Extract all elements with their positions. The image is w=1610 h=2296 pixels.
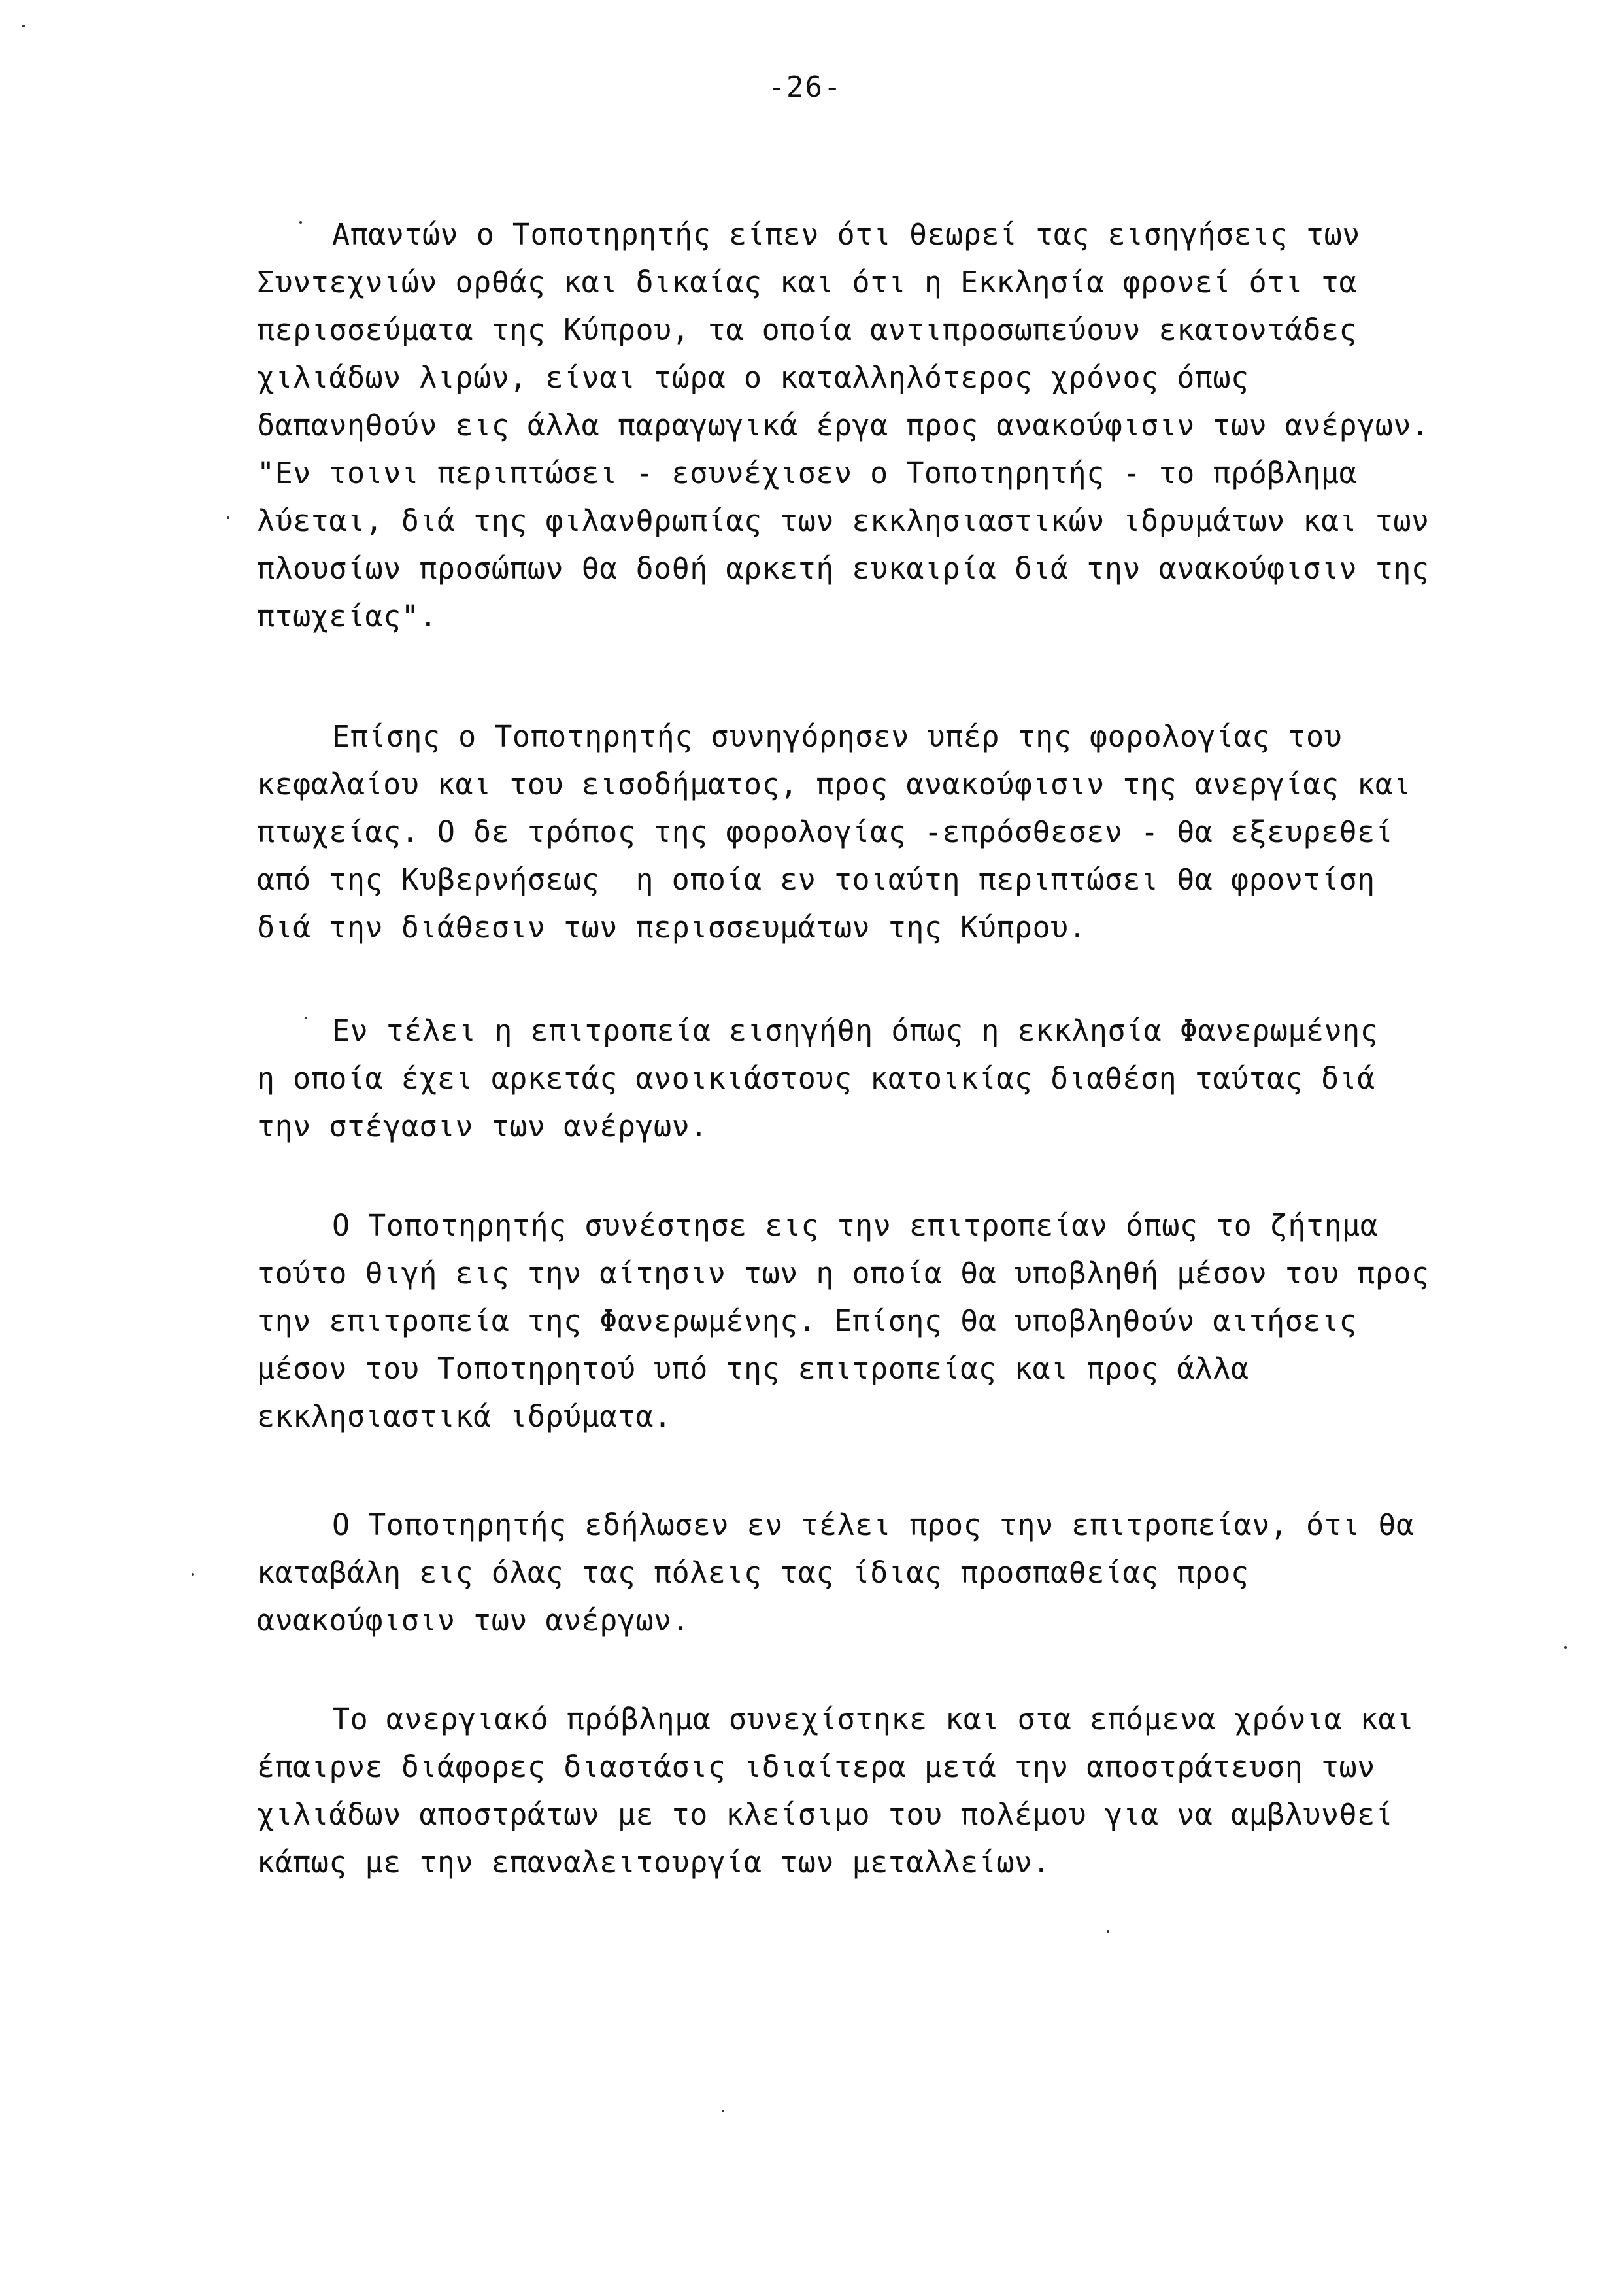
text-line: Συντεχνιών ορθάς και δικαίας και ότι η Εκκλησία φρονεί ότι τα: [257, 265, 1358, 299]
text-line: καταβάλη εις όλας τας πόλεις τας ίδιας προσπαθείας προς: [257, 1555, 1249, 1590]
text-line: Απαντών ο Τοποτηρητής είπεν ότι θεωρεί τας εισηγήσεις των: [332, 217, 1360, 252]
text-line: περισσεύματα της Κύπρου, τα οποία αντιπροσωπεύουν εκατοντάδες: [257, 312, 1358, 347]
text-line: κεφαλαίου και του εισοδήματος, προς ανακούφισιν της ανεργίας και: [257, 767, 1411, 802]
text-line: κάπως με την επαναλειτουργία των μεταλλείων.: [257, 1845, 1051, 1880]
text-line: μέσον του Τοποτηρητού υπό της επιτροπείας και προς άλλα: [257, 1351, 1249, 1386]
text-line: ανακούφισιν των ανέργων.: [257, 1603, 690, 1638]
text-line: πλουσίων προσώπων θα δοθή αρκετή ευκαιρία διά την ανακούφισιν της: [257, 551, 1430, 586]
text-line: Ο Τοποτηρητής συνέστησε εις την επιτροπείαν όπως το ζήτημα: [332, 1208, 1379, 1243]
paragraph-2: [257, 713, 1411, 951]
scan-speck: [1564, 1646, 1567, 1649]
scan-speck: [227, 516, 229, 519]
scan-speck: [722, 2110, 724, 2112]
text-line: την στέγασιν των ανέργων.: [257, 1109, 708, 1143]
paragraph-4: [257, 1202, 1430, 1440]
text-line: "Εν τοινι περιπτώσει - εσυνέχισεν ο Τοποτηρητής - το πρόβλημα: [257, 456, 1358, 490]
text-line: πτωχείας".: [257, 599, 437, 633]
paragraph-1: [257, 211, 1430, 640]
scan-speck: [192, 1573, 194, 1576]
text-line: πτωχείας. Ο δε τρόπος της φορολογίας -επρόσθεσεν - θα εξευρεθεί: [257, 815, 1394, 849]
text-line: τούτο θιγή εις την αίτησιν των η οποία θα υποβληθή μέσον του προς: [257, 1256, 1430, 1291]
text-line: Ο Τοποτηρητής εδήλωσεν εν τέλει προς την επιτροπείαν, ότι θα: [332, 1508, 1415, 1542]
scan-speck: [305, 1017, 307, 1019]
scan-speck: [1107, 1930, 1109, 1933]
paragraph-3: [257, 1007, 1379, 1150]
text-line: εκκλησιαστικά ιδρύματα.: [257, 1399, 672, 1434]
text-line: Το ανεργιακό πρόβλημα συνεχίστηκε και στα επόμενα χρόνια και: [332, 1702, 1415, 1736]
text-line: Επίσης ο Τοποτηρητής συνηγόρησεν υπέρ της φορολογίας του: [332, 719, 1343, 754]
paragraph-6: [257, 1695, 1415, 1886]
scan-speck: [299, 221, 302, 224]
text-line: Εν τέλει η επιτροπεία εισηγήθη όπως η εκκλησία Φανερωμένης: [332, 1013, 1379, 1048]
paragraph-5: [257, 1501, 1415, 1644]
text-line: από της Κυβερνήσεως η οποία εν τοιαύτη περιπτώσει θα φροντίση: [257, 862, 1375, 897]
page-number: -26-: [767, 71, 843, 104]
text-line: χιλιάδων λιρών, είναι τώρα ο καταλληλότερος χρόνος όπως: [257, 360, 1249, 395]
text-line: η οποία έχει αρκετάς ανοικιάστους κατοικίας διαθέση ταύτας διά: [257, 1061, 1375, 1096]
text-line: λύεται, διά της φιλανθρωπίας των εκκλησιαστικών ιδρυμάτων και των: [257, 503, 1430, 538]
text-line: διά την διάθεσιν των περισσευμάτων της Κύπρου.: [257, 910, 1087, 945]
scan-speck: [22, 25, 25, 27]
text-line: έπαιρνε διάφορες διαστάσις ιδιαίτερα μετά την αποστράτευση των: [257, 1749, 1375, 1784]
text-line: την επιτροπεία της Φανερωμένης. Επίσης θα υποβληθούν αιτήσεις: [257, 1304, 1358, 1338]
text-line: δαπανηθούν εις άλλα παραγωγικά έργα προς ανακούφισιν των ανέργων.: [257, 408, 1430, 443]
text-line: χιλιάδων αποστράτων με το κλείσιμο του πολέμου για να αμβλυνθεί: [257, 1797, 1394, 1832]
